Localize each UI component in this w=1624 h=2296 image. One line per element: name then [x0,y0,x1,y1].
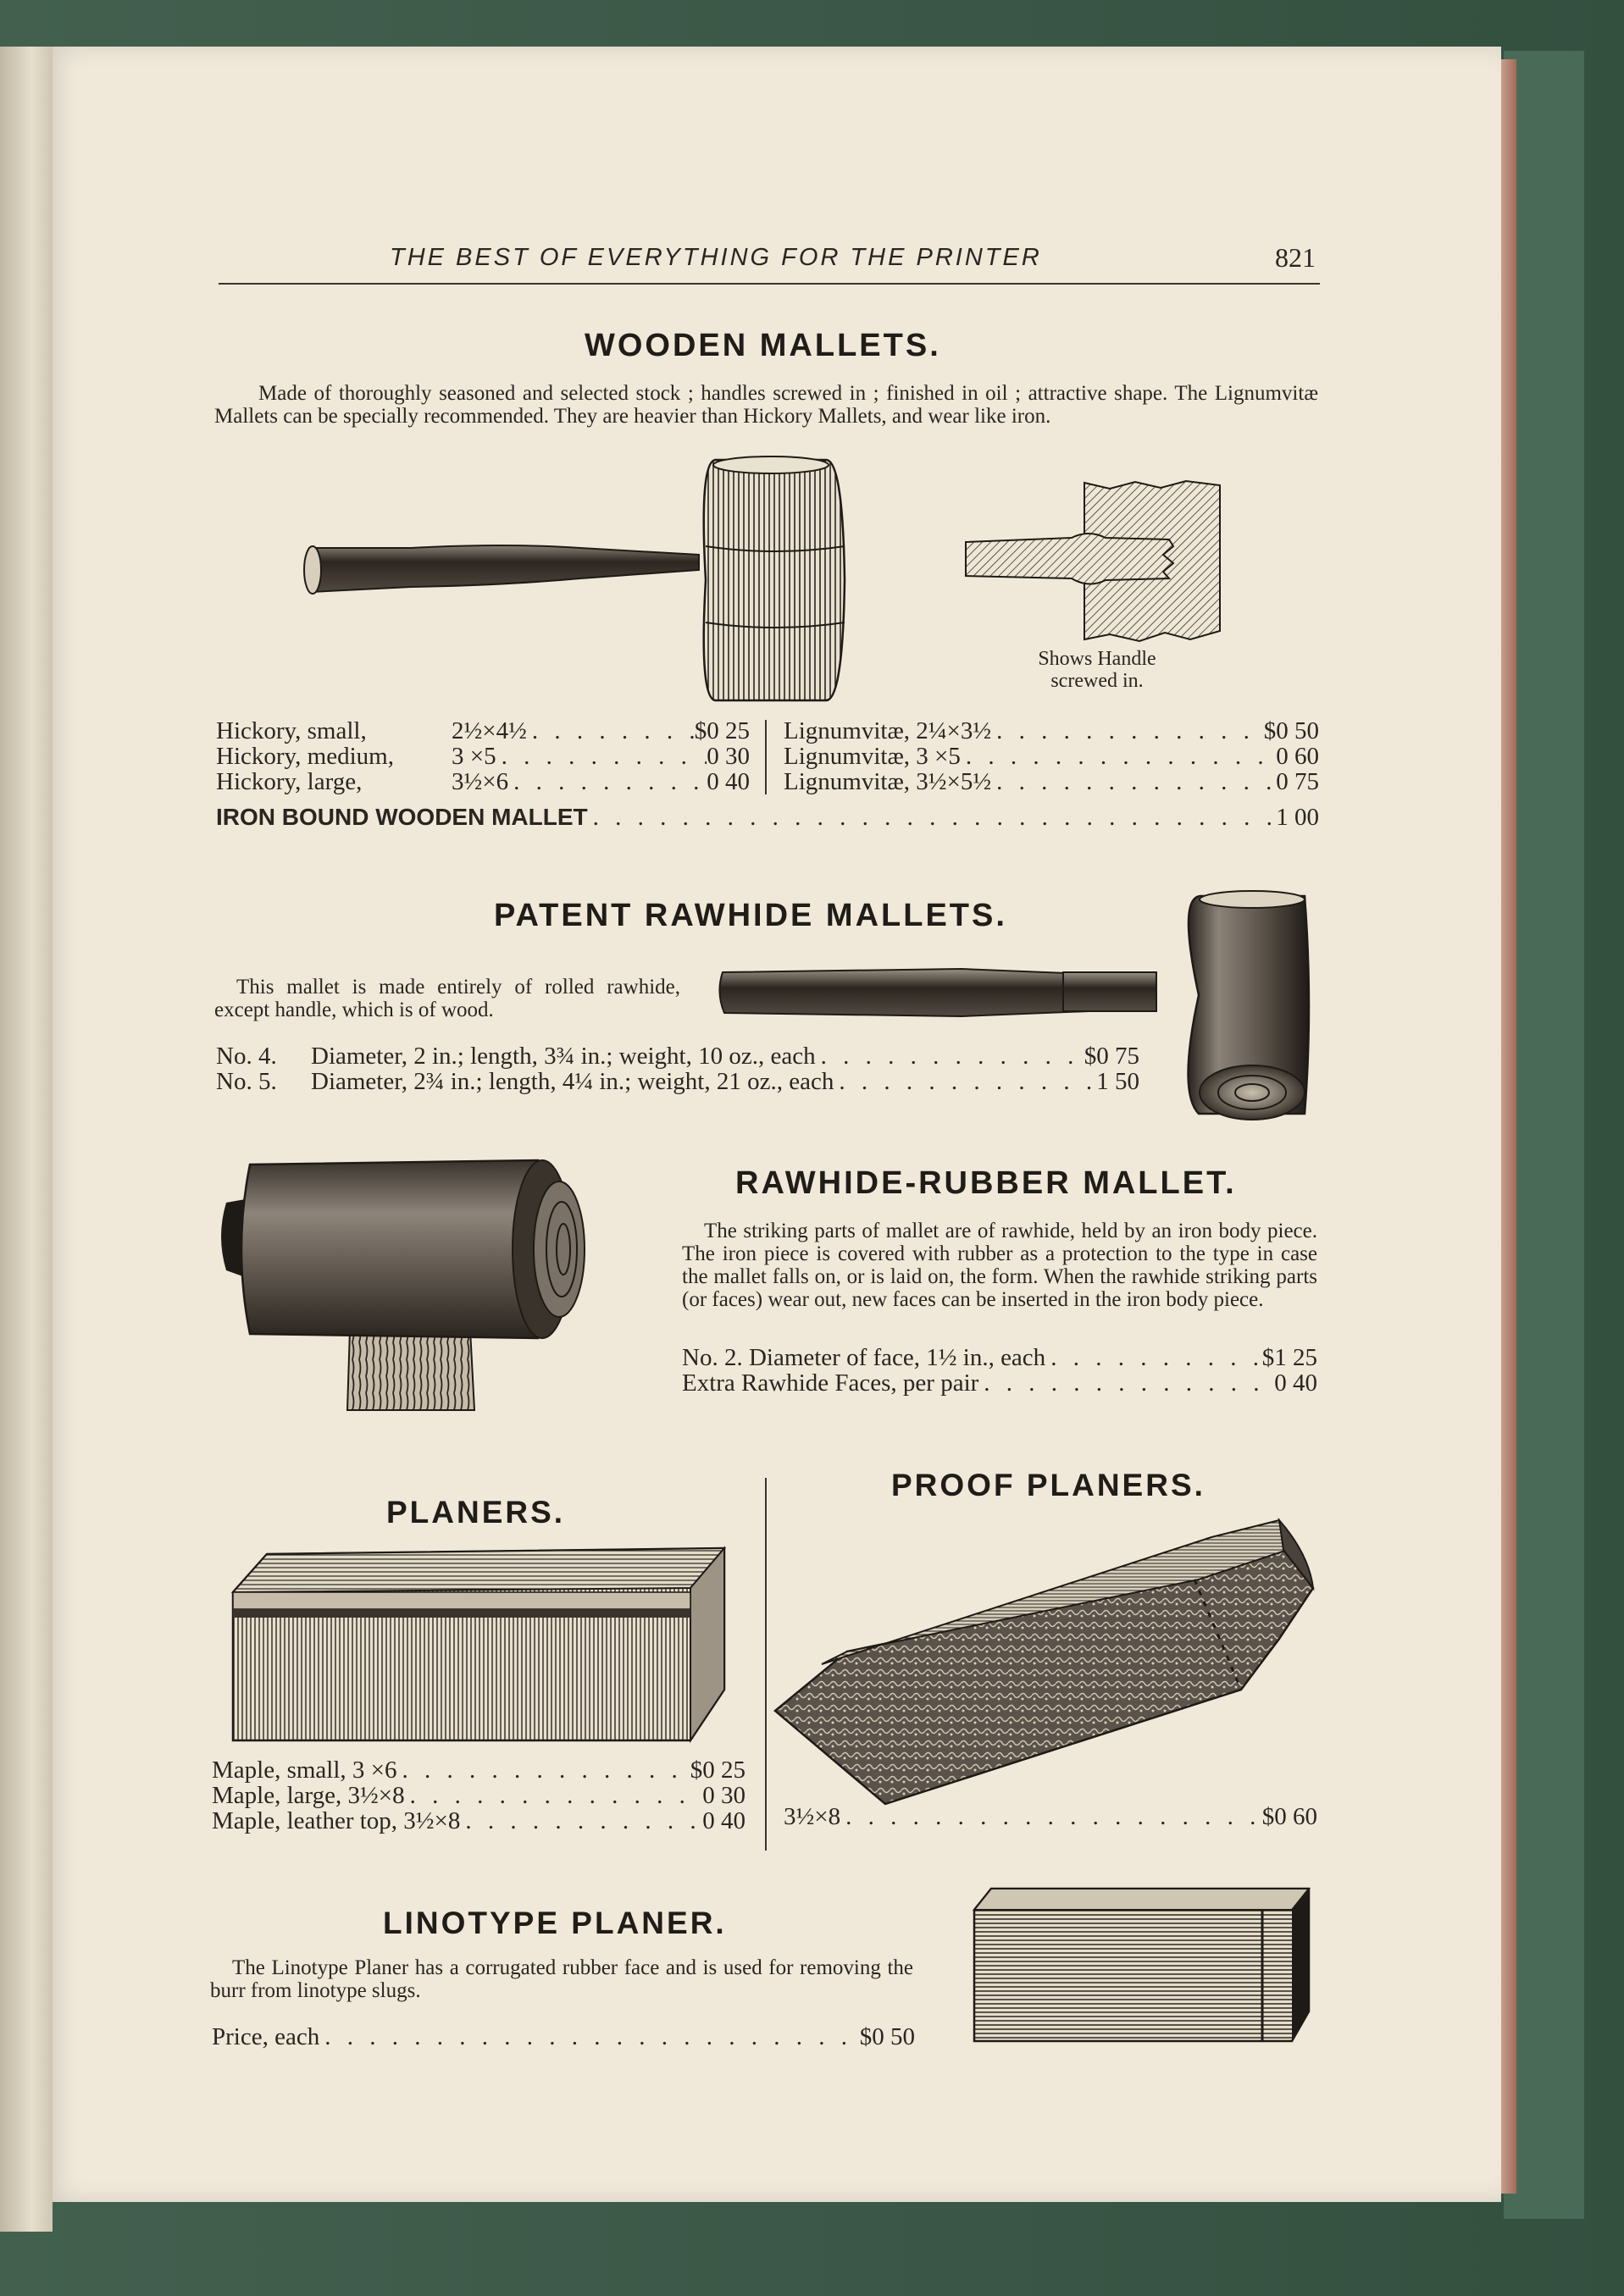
price-row [784,744,1319,769]
item-size: 3½×6 [452,768,509,795]
price-row [682,1370,1317,1396]
price-row [682,1345,1317,1370]
item-price: 0 40 [707,768,750,795]
leader-dots [840,1804,1262,1829]
item-price: 0 60 [1276,743,1319,770]
rawhide-mallets-title: PATENT RAWHIDE MALLETS. [494,898,1007,933]
hickory-price-list [216,718,750,794]
item-price: 1 50 [1096,1068,1139,1095]
price-row [784,718,1319,744]
price-row [212,1783,745,1808]
leader-dots [397,1757,690,1783]
price-row [216,769,750,794]
proof-planer-illustration [771,1512,1322,1808]
iron-bound-row [216,805,1319,830]
item-price: $0 25 [694,717,750,744]
price-row [212,1757,745,1783]
item-price: $1 25 [1261,1344,1317,1371]
item-name: Price, each [212,2023,320,2050]
column-rule [765,720,767,794]
item-price: $0 50 [859,2023,915,2050]
wooden-mallet-illustration [301,453,851,707]
page-number: 821 [1275,242,1316,273]
leader-dots [527,718,695,744]
rubber-mallet-price-list [682,1345,1317,1396]
facing-page-edge [0,47,53,2232]
item-name: Hickory, large, [216,768,363,795]
planers-title: PLANERS. [386,1495,566,1530]
price-row [212,1808,745,1834]
item-price: 0 40 [1274,1369,1317,1397]
item-name: Lignumvitæ, 3½×5½ [784,768,992,795]
item-price: 0 30 [707,743,750,770]
planers-column-rule [765,1478,767,1851]
screwed-handle-section-illustration [962,479,1233,648]
item-name: Lignumvitæ, 3 ×5 [784,743,961,770]
item-name: Hickory, medium, [216,743,394,770]
leader-dots [588,805,1277,830]
item-name: Extra Rawhide Faces, per pair [682,1369,979,1397]
leader-dots [978,1370,1274,1396]
price-row [216,1069,1139,1094]
leader-dots [816,1043,1084,1069]
rubber-mallet-description: The striking parts of mallet are of rawhide, held by an iron body piece. The iron piece is covered with rubber as a protection to the type in case the mallet falls on, or is laid on, the form. When the rawhide striking parts (or faces) wear out, new faces can be inserted in the iron body piece. [682,1220,1317,1311]
price-row [216,1043,1139,1069]
rawhide-mallets-description: This mallet is made entirely of rolled rawhide, except handle, which is of wood. [214,976,680,1021]
item-number: No. 4. [216,1043,277,1070]
item-price: $0 50 [1263,717,1319,744]
item-name: Maple, leather top, 3½×8 [212,1807,461,1834]
leader-dots [961,744,1276,769]
item-name: No. 2. Diameter of face, 1½ in., each [682,1344,1046,1371]
item-price: $0 25 [690,1757,745,1784]
price-row [784,769,1319,794]
item-price: $0 75 [1084,1043,1139,1070]
item-price: 1 00 [1276,804,1319,831]
wooden-mallets-description: Made of thoroughly seasoned and selected stock ; handles screwed in ; finished in oil ; attractive shape. The Lignumvitæ Mallets can be specially recommended. They are heavier than Hickory Mallets, and wear like iron. [214,382,1318,428]
item-name: Lignumvitæ, 2¼×3½ [784,717,992,744]
leader-dots [991,718,1264,744]
price-row [212,2024,915,2050]
leader-dots [991,769,1276,794]
rubber-mallet-illustration [216,1156,623,1423]
item-name: Maple, large, 3½×8 [212,1782,405,1809]
lignumvitae-price-list [784,718,1319,794]
item-name: Hickory, small, [216,717,367,744]
item-name: Maple, small, 3 ×6 [212,1757,397,1784]
planers-price-list [212,1757,745,1834]
item-spec: Diameter, 2 in.; length, 3¾ in.; weight, 10 oz., each [311,1043,816,1070]
price-row [784,1804,1317,1829]
leader-dots [496,744,707,769]
leader-dots [405,1783,703,1808]
item-number: No. 5. [216,1068,277,1095]
handle-caption: Shows Handle screwed in. [1038,648,1156,692]
rubber-mallet-title: RAWHIDE-RUBBER MALLET. [735,1165,1237,1201]
item-price: 0 75 [1276,768,1319,795]
item-price: 0 30 [702,1782,745,1809]
page-edges [1499,59,1516,2194]
linotype-planer-title: LINOTYPE PLANER. [383,1906,727,1940]
price-row [216,805,1319,830]
item-size: 3 ×5 [452,743,496,770]
linotype-planer-illustration [970,1884,1313,2045]
leader-dots [319,2024,860,2050]
leader-dots [460,1808,702,1834]
proof-planers-title: PROOF PLANERS. [891,1468,1206,1502]
linotype-price-row [212,2024,915,2050]
planer-illustration [229,1546,729,1745]
item-price: 0 40 [702,1807,745,1834]
price-row [216,718,750,744]
item-name: 3½×8 [784,1803,841,1830]
proof-planers-price-list [784,1804,1317,1829]
running-title: THE BEST OF EVERYTHING FOR THE PRINTER [390,244,1042,271]
item-price: $0 60 [1261,1803,1317,1830]
price-row [216,744,750,769]
wooden-mallets-title: WOODEN MALLETS. [585,328,941,363]
linotype-planer-description: The Linotype Planer has a corrugated rubber face and is used for removing the burr from linotype slugs. [210,1956,913,2002]
leader-dots [1045,1345,1262,1370]
item-spec: Diameter, 2¾ in.; length, 4¼ in.; weight, 21 oz., each [311,1068,834,1095]
item-name: IRON BOUND WOODEN MALLET [216,804,588,830]
rawhide-price-list [216,1043,1139,1094]
leader-dots [834,1069,1096,1094]
item-size: 2½×4½ [452,717,527,744]
leader-dots [508,769,707,794]
header-rule [219,283,1320,285]
